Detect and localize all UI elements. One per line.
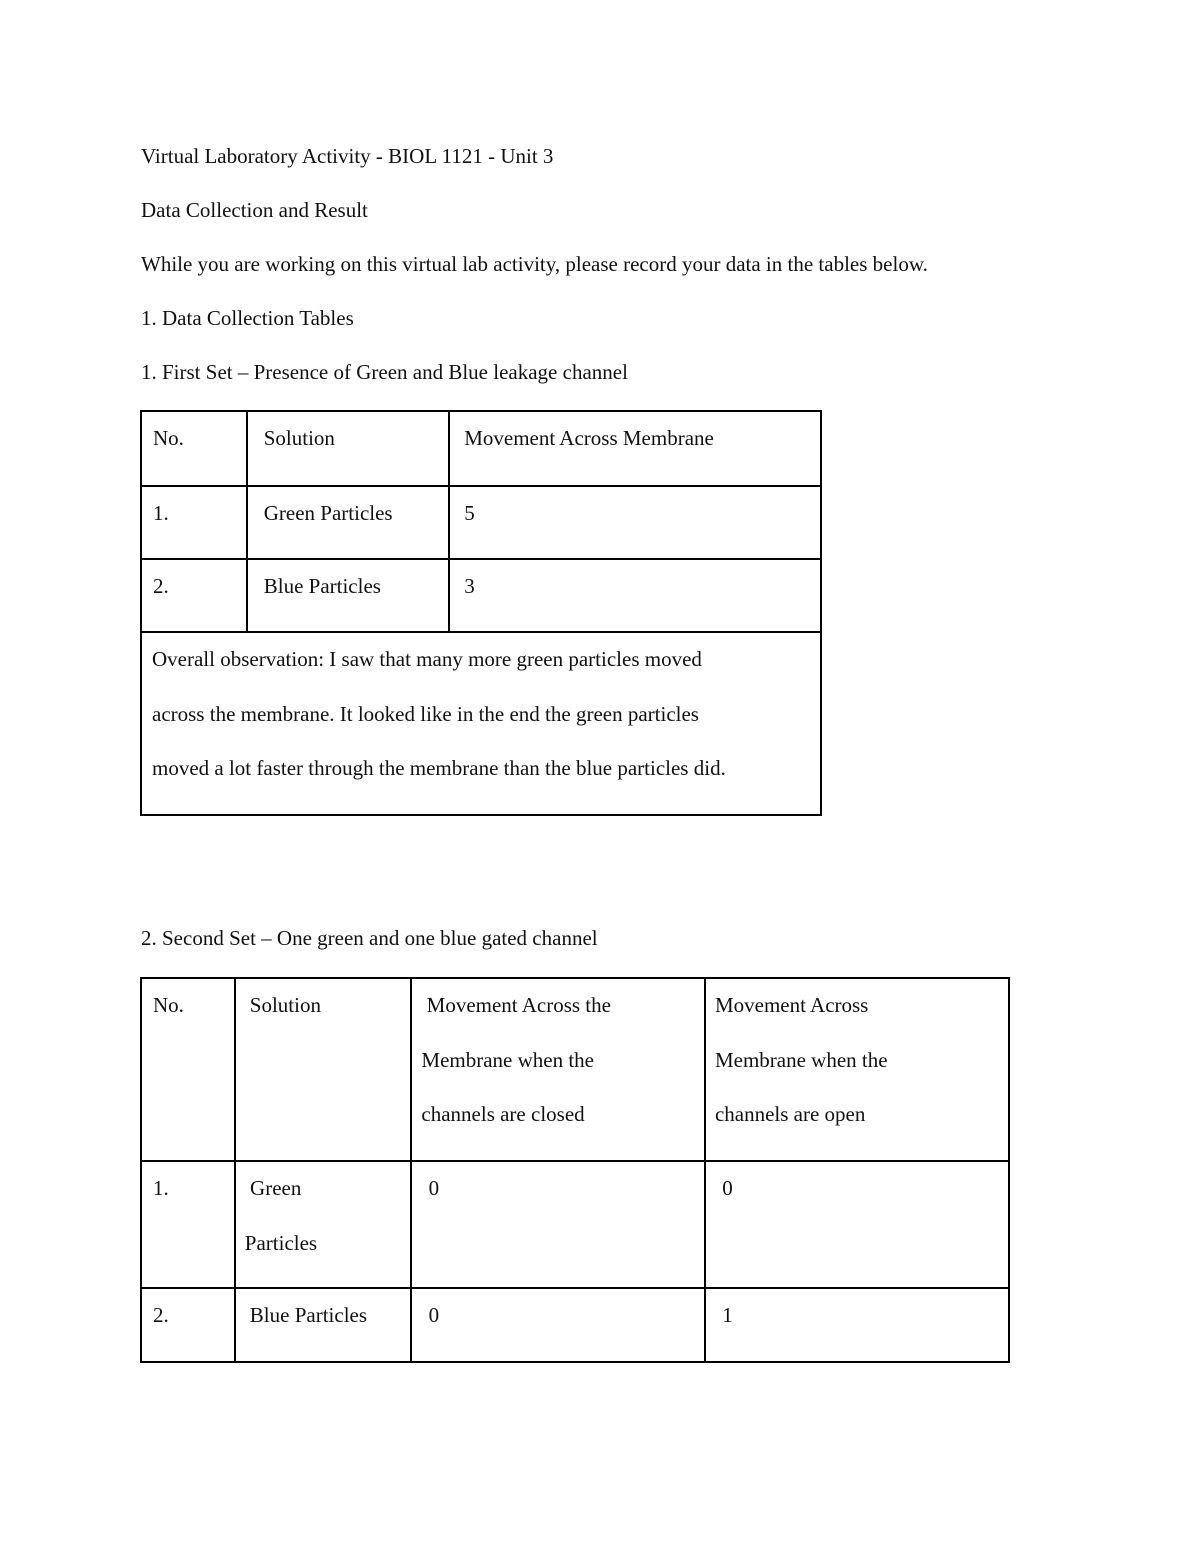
header-cell <box>411 978 705 1161</box>
observation-cell <box>141 632 821 815</box>
header-movement: Movement Across Membrane <box>464 426 714 450</box>
header-line: Movement Across the <box>421 993 611 1017</box>
table-cell <box>141 1161 235 1288</box>
table-cell <box>141 1288 235 1362</box>
row-solution: Green Particles <box>263 501 393 525</box>
header-solution: Solution <box>263 426 335 450</box>
set1-table <box>140 410 822 816</box>
set2-table <box>140 977 1010 1363</box>
row-movement: 3 <box>464 574 475 598</box>
set2-heading: 2. Second Set – One green and one blue gated channel <box>141 926 598 950</box>
table-cell <box>247 559 450 632</box>
table-cell <box>235 1161 412 1288</box>
table-cell <box>247 486 450 559</box>
header-closed <box>412 978 704 1142</box>
instruction-text: While you are working on this virtual lab activity, please record your data in the tables below. <box>141 252 928 276</box>
table-cell <box>705 1288 1009 1362</box>
table-header-row <box>141 978 1009 1161</box>
header-cell <box>141 978 235 1161</box>
observation-line: Overall observation: I saw that many more green particles moved <box>152 647 702 671</box>
header-open <box>706 978 1008 1142</box>
row-no: 2. <box>153 1303 169 1327</box>
row-open: 1 <box>716 1303 733 1327</box>
row-solution <box>236 1161 411 1270</box>
table-header-row <box>141 411 821 486</box>
header-line: channels are closed <box>421 1102 585 1126</box>
document-subtitle: Data Collection and Result <box>141 198 368 222</box>
table-cell <box>705 1161 1009 1288</box>
header-line: Membrane when the <box>421 1047 594 1072</box>
table-cell <box>235 1288 412 1362</box>
header-cell <box>235 978 412 1161</box>
table-row <box>141 1288 1009 1362</box>
table-cell <box>411 1288 705 1362</box>
header-no: No. <box>153 426 184 450</box>
header-cell <box>705 978 1009 1161</box>
header-cell <box>449 411 821 486</box>
row-solution-line: Particles <box>244 1230 318 1255</box>
row-solution-line: Green <box>244 1176 302 1200</box>
row-no: 1. <box>153 501 169 525</box>
table-cell <box>411 1161 705 1288</box>
header-cell <box>247 411 450 486</box>
observation-text <box>142 632 820 796</box>
row-closed: 0 <box>423 1176 440 1200</box>
row-no: 1. <box>153 1176 169 1200</box>
row-no: 2. <box>153 574 169 598</box>
set1-heading: 1. First Set – Presence of Green and Blue leakage channel <box>141 360 628 384</box>
observation-line: moved a lot faster through the membrane than the blue particles did. <box>152 756 726 780</box>
table-cell <box>449 486 821 559</box>
table-cell <box>449 559 821 632</box>
section-heading: 1. Data Collection Tables <box>141 306 354 330</box>
row-movement: 5 <box>464 501 475 525</box>
header-cell <box>141 411 247 486</box>
document-title: Virtual Laboratory Activity - BIOL 1121 - Unit 3 <box>141 144 554 168</box>
header-line: channels are open <box>714 1102 866 1126</box>
row-open: 0 <box>716 1176 733 1200</box>
row-solution: Blue Particles <box>263 574 381 598</box>
table-row <box>141 559 821 632</box>
header-solution: Solution <box>249 993 321 1017</box>
table-row <box>141 486 821 559</box>
observation-line: across the membrane. It looked like in the end the green particles <box>152 701 699 726</box>
header-line: Membrane when the <box>714 1047 888 1072</box>
table-cell <box>141 559 247 632</box>
table-cell <box>141 486 247 559</box>
row-closed: 0 <box>423 1303 440 1327</box>
header-line: Movement Across <box>714 993 869 1017</box>
table-row <box>141 1161 1009 1288</box>
header-no: No. <box>153 993 184 1017</box>
observation-row <box>141 632 821 815</box>
row-solution: Blue Particles <box>249 1303 368 1327</box>
